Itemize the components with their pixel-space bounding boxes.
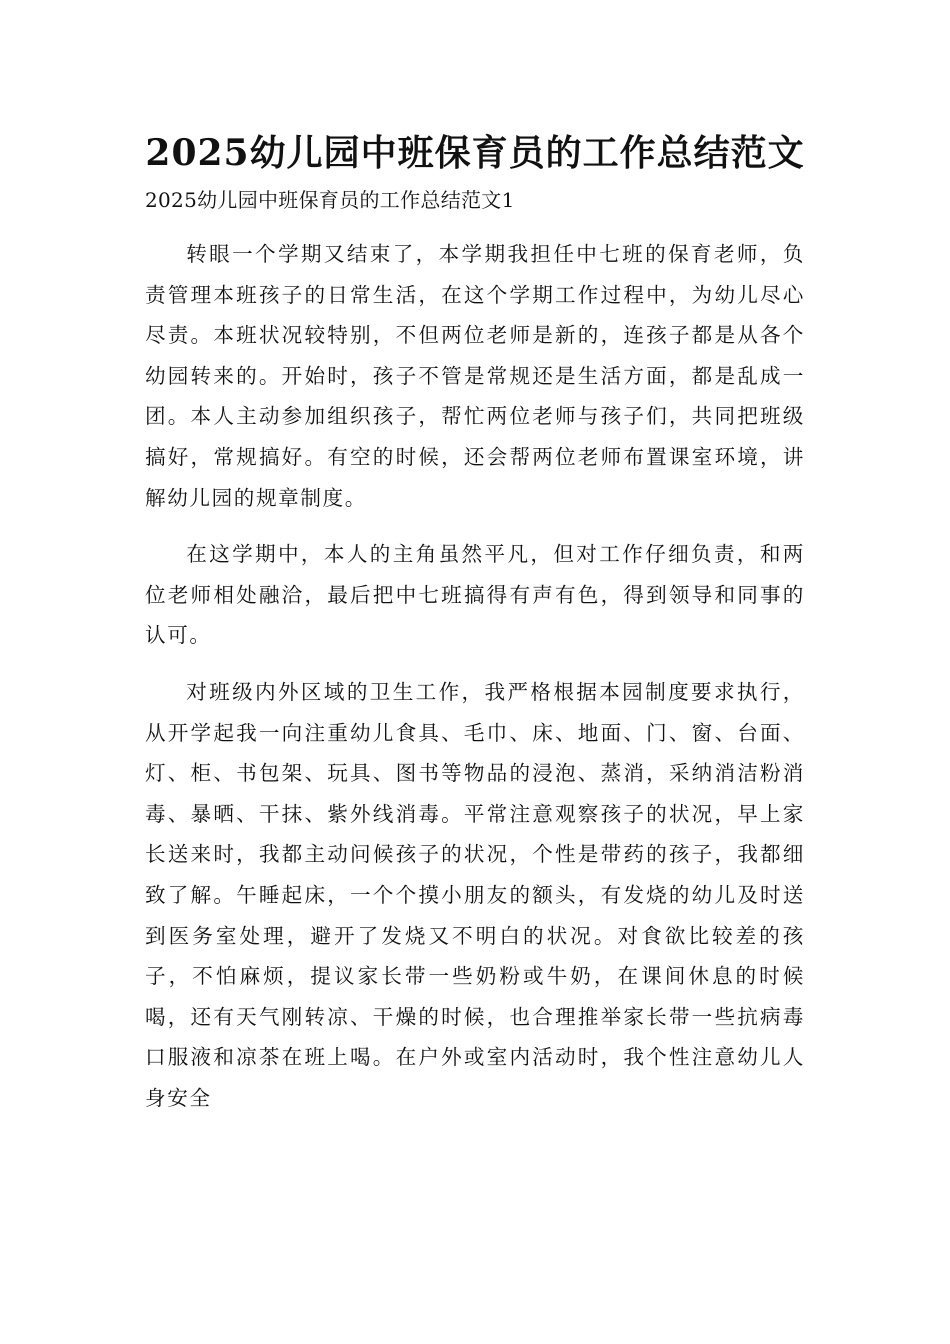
paragraph-2: 在这学期中，本人的主角虽然平凡，但对工作仔细负责，和两位老师相处融洽，最后把中七班搞得有声有色，得到领导和同事的认可。 xyxy=(145,542,805,648)
document-body xyxy=(145,234,805,1134)
document-subtitle: 2025幼儿园中班保育员的工作总结范文1 xyxy=(145,188,515,212)
paragraph-1: 转眼一个学期又结束了，本学期我担任中七班的保育老师，负责管理本班孩子的日常生活，在这个学期工作过程中，为幼儿尽心尽责。本班状况较特别，不但两位老师是新的，连孩子都是从各个幼园转来的。开始时，孩子不管是常规还是生活方面，都是乱成一团。本人主动参加组织孩子，帮忙两位老师与孩子们，共同把班级搞好，常规搞好。有空的时候，还会帮两位老师布置课室环境，讲解幼儿园的规章制度。 xyxy=(145,242,805,510)
paragraph-3: 对班级内外区域的卫生工作，我严格根据本园制度要求执行，从开学起我一向注重幼儿食具、毛巾、床、地面、门、窗、台面、灯、柜、书包架、玩具、图书等物品的浸泡、蒸消，采纳消洁粉消毒、暴晒、干抹、紫外线消毒。平常注意观察孩子的状况，早上家长送来时，我都主动问候孩子的状况，个性是带药的孩子，我都细致了解。午睡起床，一个个摸小朋友的额头，有发烧的幼儿及时送到医务室处理，避开了发烧又不明白的状况。对食欲比较差的孩子，不怕麻烦，提议家长带一些奶粉或牛奶，在课间休息的时候喝，还有天气刚转凉、干燥的时候，也合理推举家长带一些抗病毒口服液和凉茶在班上喝。在户外或室内活动时，我个性注意幼儿人身安全 xyxy=(145,679,805,1110)
document-title: 2025幼儿园中班保育员的工作总结范文 xyxy=(145,132,805,174)
